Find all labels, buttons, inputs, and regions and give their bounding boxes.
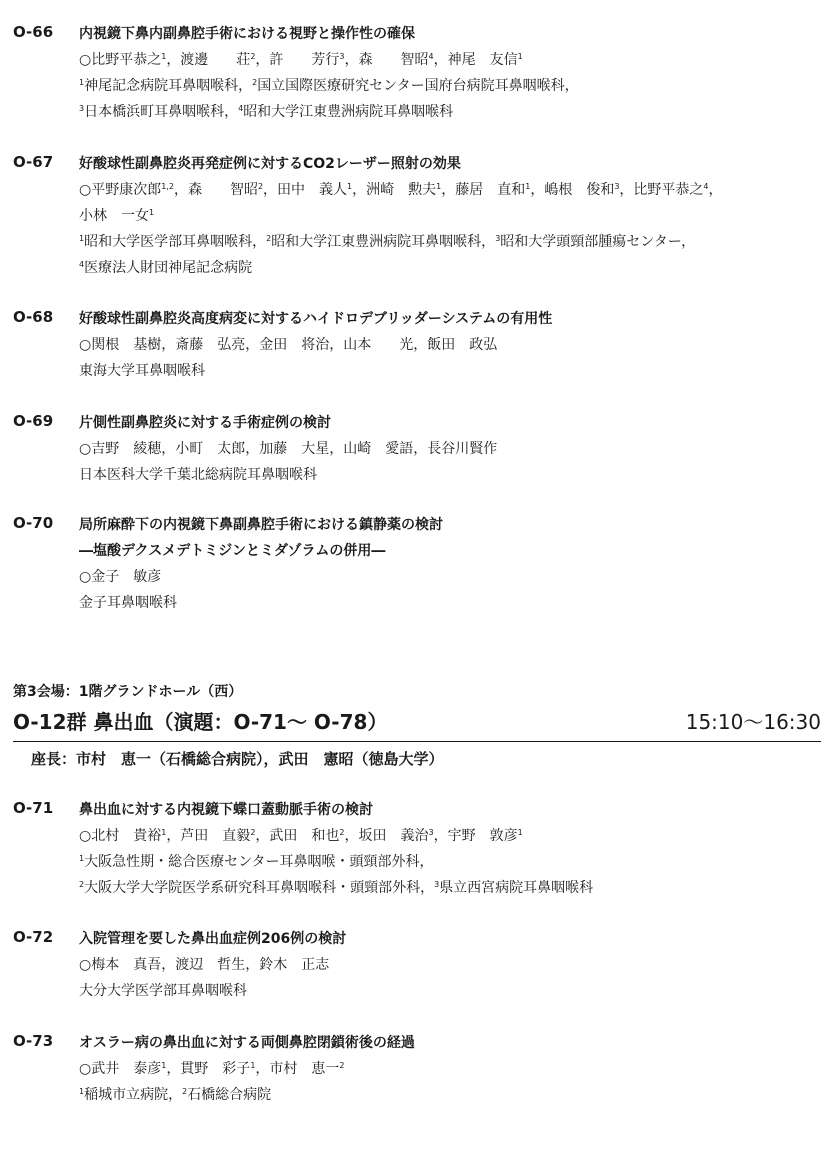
superscript-marker: 3 <box>79 104 85 113</box>
text-run: ， <box>708 182 723 198</box>
session-chairs: 座長：市村 恵一（石橋総合病院），武田 憲昭（徳島大学） <box>31 750 444 768</box>
text-run: 東海大学耳鼻咽喉科 <box>79 363 205 379</box>
affiliation-line <box>79 849 829 875</box>
presentation-title: オスラー病の鼻出血に対する両側鼻腔閉鎖術後の経過 <box>79 1035 415 1051</box>
affiliation-line <box>79 255 829 281</box>
author-line <box>79 203 829 229</box>
text-run: 日本橋浜町耳鼻咽喉科， <box>84 104 239 120</box>
superscript-marker: 2 <box>79 880 85 889</box>
superscript-marker: 2 <box>339 1061 345 1070</box>
superscript-marker: 1 <box>517 52 523 61</box>
presentation-number: O-69 <box>13 412 54 430</box>
text-run: 県立西宮病院耳鼻咽喉科 <box>439 880 594 896</box>
text-run: 大阪急性期・総合医療センター耳鼻咽喉・頭頸部外科， <box>84 854 434 870</box>
superscript-marker: 1 <box>161 828 167 837</box>
superscript-marker: 3 <box>339 52 345 61</box>
text-run: ，渡邊 荘 <box>166 52 251 68</box>
superscript-marker: 1 <box>79 234 85 243</box>
author-line <box>79 823 829 849</box>
text-run: ，田中 義人 <box>263 182 348 198</box>
presentation-number: O-67 <box>13 153 54 171</box>
superscript-marker: 4 <box>428 52 434 61</box>
text-run: 昭和大学医学部耳鼻咽喉科， <box>84 234 267 250</box>
affiliation-line <box>79 978 829 1004</box>
superscript-marker: 4 <box>238 104 244 113</box>
text-run: ，森 智昭 <box>173 182 258 198</box>
author-line <box>79 332 829 358</box>
superscript-marker: 1 <box>79 78 85 87</box>
author-line <box>79 47 829 73</box>
text-run: ，洲崎 勲夫 <box>352 182 437 198</box>
text-run: ，許 芳行 <box>255 52 340 68</box>
text-run: ，武田 和也 <box>255 828 340 844</box>
superscript-marker: 3 <box>434 880 440 889</box>
presentation-number: O-72 <box>13 928 54 946</box>
text-run: 大阪大学大学院医学系研究科耳鼻咽喉科・頭頸部外科， <box>84 880 435 896</box>
superscript-marker: 2 <box>250 52 256 61</box>
text-run: ，森 智昭 <box>344 52 429 68</box>
superscript-marker: 1 <box>161 1061 167 1070</box>
superscript-marker: 3 <box>614 182 620 191</box>
text-run: ，藤居 直和 <box>441 182 526 198</box>
presentation-number: O-70 <box>13 514 54 532</box>
text-run: ，比野平恭之 <box>619 182 704 198</box>
presentation-number: O-66 <box>13 23 54 41</box>
superscript-marker: 4 <box>79 260 85 269</box>
presentation-title: 入院管理を要した鼻出血症例206例の検討 <box>79 931 347 947</box>
affiliation-line <box>79 358 829 384</box>
author-line <box>79 952 829 978</box>
presentation-title: 片側性副鼻腔炎に対する手術症例の検討 <box>79 415 331 431</box>
session-time: 15:10～16:30 <box>685 710 821 734</box>
superscript-marker: 2 <box>182 1087 188 1096</box>
presentation-number: O-73 <box>13 1032 54 1050</box>
text-run: ，宇野 敦彦 <box>433 828 518 844</box>
superscript-marker: 1 <box>79 1087 85 1096</box>
superscript-marker: 3 <box>495 234 501 243</box>
text-run: ，嶋根 俊和 <box>530 182 615 198</box>
text-run: 大分大学医学部耳鼻咽喉科 <box>79 983 247 999</box>
text-run: ○梅本 真吾，渡辺 哲生，鈴木 正志 <box>79 957 330 973</box>
presentation-title: 内視鏡下鼻内副鼻腔手術における視野と操作性の確保 <box>79 26 415 42</box>
superscript-marker: 1 <box>525 182 531 191</box>
text-run: ○平野康次郎 <box>79 182 162 198</box>
text-run: ，貫野 彩子 <box>166 1061 251 1077</box>
presentation-number: O-71 <box>13 799 54 817</box>
superscript-marker: 2 <box>252 78 258 87</box>
session-divider <box>13 741 821 742</box>
text-run: 神尾記念病院耳鼻咽喉科， <box>84 78 253 94</box>
presentation-body <box>79 512 829 616</box>
text-run: 昭和大学江東豊洲病院耳鼻咽喉科 <box>243 104 454 120</box>
affiliation-line <box>79 875 829 901</box>
presentation-subtitle: ―塩酸デクスメデトミジンとミダゾラムの併用― <box>79 543 386 559</box>
presentation-title: 好酸球性副鼻腔炎再発症例に対するCO2レーザー照射の効果 <box>79 156 461 172</box>
text-run: 医療法人財団神尾記念病院 <box>84 260 253 276</box>
session-title: O-12群 鼻出血（演題：O-71～ O-78） <box>13 710 388 734</box>
text-run: ○吉野 綾穂，小町 太郎，加藤 大星，山崎 愛語，長谷川賢作 <box>79 441 498 457</box>
text-run: 日本医科大学千葉北総病院耳鼻咽喉科 <box>79 467 317 483</box>
text-run: ○金子 敏彦 <box>79 569 162 585</box>
presentation-number: O-68 <box>13 308 54 326</box>
superscript-marker: 1 <box>517 828 523 837</box>
text-run: 国立国際医療研究センター国府台病院耳鼻咽喉科， <box>257 78 579 94</box>
presentation-body <box>79 1030 829 1108</box>
author-line <box>79 564 829 590</box>
text-run: ，神尾 友信 <box>433 52 518 68</box>
presentation-body <box>79 926 829 1004</box>
presentation-title: 局所麻酔下の内視鏡下鼻副鼻腔手術における鎮静薬の検討 <box>79 517 443 533</box>
superscript-marker: 1 <box>79 854 85 863</box>
author-line <box>79 177 829 203</box>
superscript-marker: 4 <box>703 182 709 191</box>
text-run: ，芦田 直毅 <box>166 828 251 844</box>
text-run: 石橋総合病院 <box>187 1087 272 1103</box>
affiliation-line <box>79 590 829 616</box>
text-run: 稲城市立病院， <box>84 1087 183 1103</box>
presentation-title: 鼻出血に対する内視鏡下蝶口蓋動脈手術の検討 <box>79 802 373 818</box>
superscript-marker: 1 <box>347 182 353 191</box>
text-run: ，市村 恵一 <box>255 1061 340 1077</box>
text-run: 小林 一女 <box>79 208 149 224</box>
superscript-marker: 2 <box>266 234 272 243</box>
affiliation-line <box>79 462 829 488</box>
affiliation-line <box>79 73 829 99</box>
superscript-marker: 1 <box>161 52 167 61</box>
venue-label: 第3会場：1階グランドホール（西） <box>13 684 243 700</box>
presentation-body <box>79 797 829 901</box>
presentation-body <box>79 306 829 384</box>
superscript-marker: 1 <box>149 208 155 217</box>
text-run: ，坂田 義治 <box>344 828 429 844</box>
text-run: 昭和大学頭頸部腫瘍センター， <box>500 234 696 250</box>
affiliation-line <box>79 1082 829 1108</box>
superscript-marker: 1 <box>436 182 442 191</box>
superscript-marker: 1,2 <box>161 182 174 191</box>
superscript-marker: 1 <box>250 1061 256 1070</box>
text-run: 昭和大学江東豊洲病院耳鼻咽喉科， <box>271 234 496 250</box>
text-run: ○関根 基樹，斎藤 弘亮，金田 将治，山本 光，飯田 政弘 <box>79 337 498 353</box>
superscript-marker: 2 <box>257 182 264 191</box>
superscript-marker: 3 <box>428 828 434 837</box>
presentation-body <box>79 410 829 488</box>
affiliation-line <box>79 99 829 125</box>
presentation-body <box>79 21 829 125</box>
author-line <box>79 436 829 462</box>
text-run: 金子耳鼻咽喉科 <box>79 595 177 611</box>
text-run: ○比野平恭之 <box>79 52 162 68</box>
author-line <box>79 1056 829 1082</box>
text-run: ○北村 貴裕 <box>79 828 162 844</box>
superscript-marker: 2 <box>339 828 345 837</box>
presentation-title: 好酸球性副鼻腔炎高度病変に対するハイドロデブリッダーシステムの有用性 <box>79 311 553 327</box>
affiliation-line <box>79 229 829 255</box>
text-run: ○武井 泰彦 <box>79 1061 162 1077</box>
presentation-body <box>79 151 829 281</box>
superscript-marker: 2 <box>250 828 256 837</box>
